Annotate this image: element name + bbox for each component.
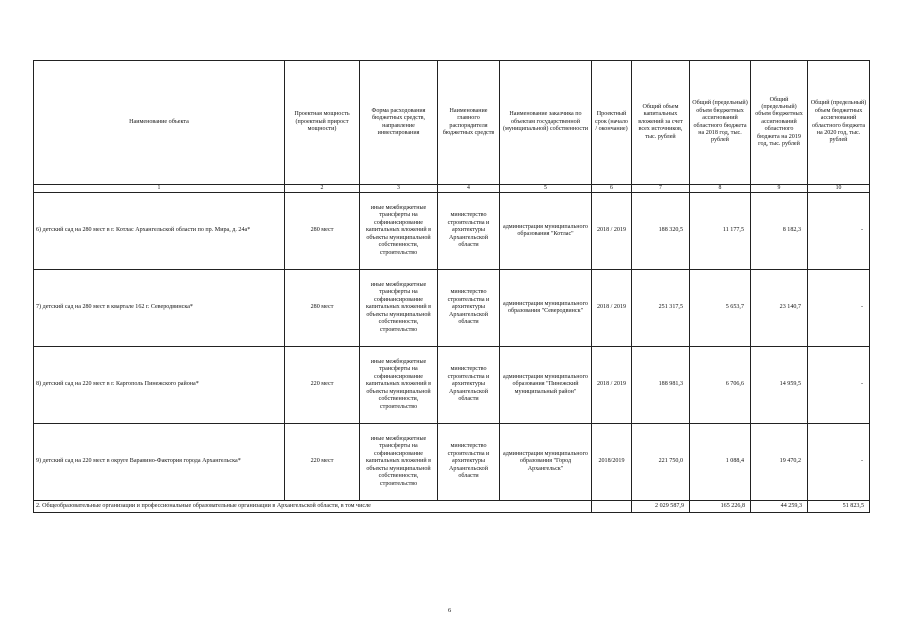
empty-cell xyxy=(592,501,632,513)
expense-form: иные межбюджетные трансферты на софинансирование капитальных вложений в объекты муниципальной собственности, строительство xyxy=(360,347,438,424)
customer: администрация муниципального образования "Пинежский муниципальный район" xyxy=(500,347,592,424)
header-budget-2018: Общий (предельный) объем бюджетных ассигнований областного бюджета на 2018 год, тыс. рублей xyxy=(690,61,751,185)
section-total-row xyxy=(34,501,870,513)
column-number: 3 xyxy=(360,185,438,193)
budget-manager: министерство строительства и архитектуры Архангельской области xyxy=(438,424,500,501)
budget-2018: 5 653,7 xyxy=(690,270,751,347)
column-number: 7 xyxy=(632,185,690,193)
budget-2018: 1 088,4 xyxy=(690,424,751,501)
budget-2019: 14 959,5 xyxy=(751,347,808,424)
object-name: 6) детский сад на 280 мест в г. Котлас Архангельской области по пр. Мира, д. 24а* xyxy=(34,193,285,270)
column-number: 1 xyxy=(34,185,285,193)
period: 2018 / 2019 xyxy=(592,270,632,347)
period: 2018 / 2019 xyxy=(592,193,632,270)
budget-table xyxy=(33,60,870,513)
table-row xyxy=(34,270,870,347)
table-row xyxy=(34,193,870,270)
header-capacity: Проектная мощность (проектный прирост мощности) xyxy=(285,61,360,185)
header-budget-2019: Общий (предельный) объем бюджетных ассигнований областного бюджета на 2019 год, тыс. рублей xyxy=(751,61,808,185)
customer: администрация муниципального образования "Котлас" xyxy=(500,193,592,270)
column-number: 2 xyxy=(285,185,360,193)
header-period: Проектный срок (начало / окончание) xyxy=(592,61,632,185)
section-total-2019: 44 259,3 xyxy=(751,501,808,513)
header-object-name: Наименование объекта xyxy=(34,61,285,185)
capacity: 220 мест xyxy=(285,424,360,501)
table-row xyxy=(34,347,870,424)
budget-2018: 11 177,5 xyxy=(690,193,751,270)
budget-manager: министерство строительства и архитектуры Архангельской области xyxy=(438,193,500,270)
budget-2020: - xyxy=(808,347,870,424)
customer: администрация муниципального образования "Северодвинск" xyxy=(500,270,592,347)
object-name: 9) детский сад на 220 мест в округе Варавино-Фактория города Архангельска* xyxy=(34,424,285,501)
budget-2019: 19 470,2 xyxy=(751,424,808,501)
column-number: 10 xyxy=(808,185,870,193)
section-total-2018: 165 226,8 xyxy=(690,501,751,513)
budget-manager: министерство строительства и архитектуры Архангельской области xyxy=(438,270,500,347)
column-number: 5 xyxy=(500,185,592,193)
budget-2020: - xyxy=(808,424,870,501)
budget-manager: министерство строительства и архитектуры Архангельской области xyxy=(438,347,500,424)
header-total-investment: Общий объем капитальных вложений за счет всех источников, тыс. рублей xyxy=(632,61,690,185)
object-name: 7) детский сад на 280 мест в квартале 162 г. Северодвинска* xyxy=(34,270,285,347)
table-header-row xyxy=(34,61,870,185)
total-investment: 188 320,5 xyxy=(632,193,690,270)
page-number: 6 xyxy=(448,607,452,614)
column-number: 6 xyxy=(592,185,632,193)
customer: администрация муниципального образования "Город Архангельск" xyxy=(500,424,592,501)
budget-2020: - xyxy=(808,270,870,347)
budget-2018: 6 706,6 xyxy=(690,347,751,424)
column-numbers-row xyxy=(34,185,870,193)
column-number: 4 xyxy=(438,185,500,193)
total-investment: 251 317,5 xyxy=(632,270,690,347)
period: 2018/2019 xyxy=(592,424,632,501)
header-customer: Наименование заказчика по объектам государственной (муниципальной) собственности xyxy=(500,61,592,185)
header-budget-2020: Общий (предельный) объем бюджетных ассигнований областного бюджета на 2020 год, тыс. рублей xyxy=(808,61,870,185)
header-budget-manager: Наименование главного распорядителя бюджетных средств xyxy=(438,61,500,185)
capacity: 280 мест xyxy=(285,193,360,270)
total-investment: 188 981,3 xyxy=(632,347,690,424)
budget-2019: 8 182,3 xyxy=(751,193,808,270)
expense-form: иные межбюджетные трансферты на софинансирование капитальных вложений в объекты муниципальной собственности, строительство xyxy=(360,270,438,347)
object-name: 8) детский сад на 220 мест в г. Каргополь Пинежского района* xyxy=(34,347,285,424)
column-number: 8 xyxy=(690,185,751,193)
budget-2020: - xyxy=(808,193,870,270)
section-total-label: 2. Общеобразовательные организации и профессиональные образовательные организации в Архангельской области, в том числе xyxy=(34,501,592,513)
section-total-investment: 2 029 587,9 xyxy=(632,501,690,513)
capacity: 220 мест xyxy=(285,347,360,424)
total-investment: 221 750,0 xyxy=(632,424,690,501)
expense-form: иные межбюджетные трансферты на софинансирование капитальных вложений в объекты муниципальной собственности, строительство xyxy=(360,424,438,501)
expense-form: иные межбюджетные трансферты на софинансирование капитальных вложений в объекты муниципальной собственности, строительство xyxy=(360,193,438,270)
column-number: 9 xyxy=(751,185,808,193)
header-expense-form: Форма расходования бюджетных средств, направление инвестирования xyxy=(360,61,438,185)
capacity: 280 мест xyxy=(285,270,360,347)
section-total-2020: 51 823,5 xyxy=(808,501,870,513)
table-row xyxy=(34,424,870,501)
period: 2018 / 2019 xyxy=(592,347,632,424)
budget-2019: 23 140,7 xyxy=(751,270,808,347)
